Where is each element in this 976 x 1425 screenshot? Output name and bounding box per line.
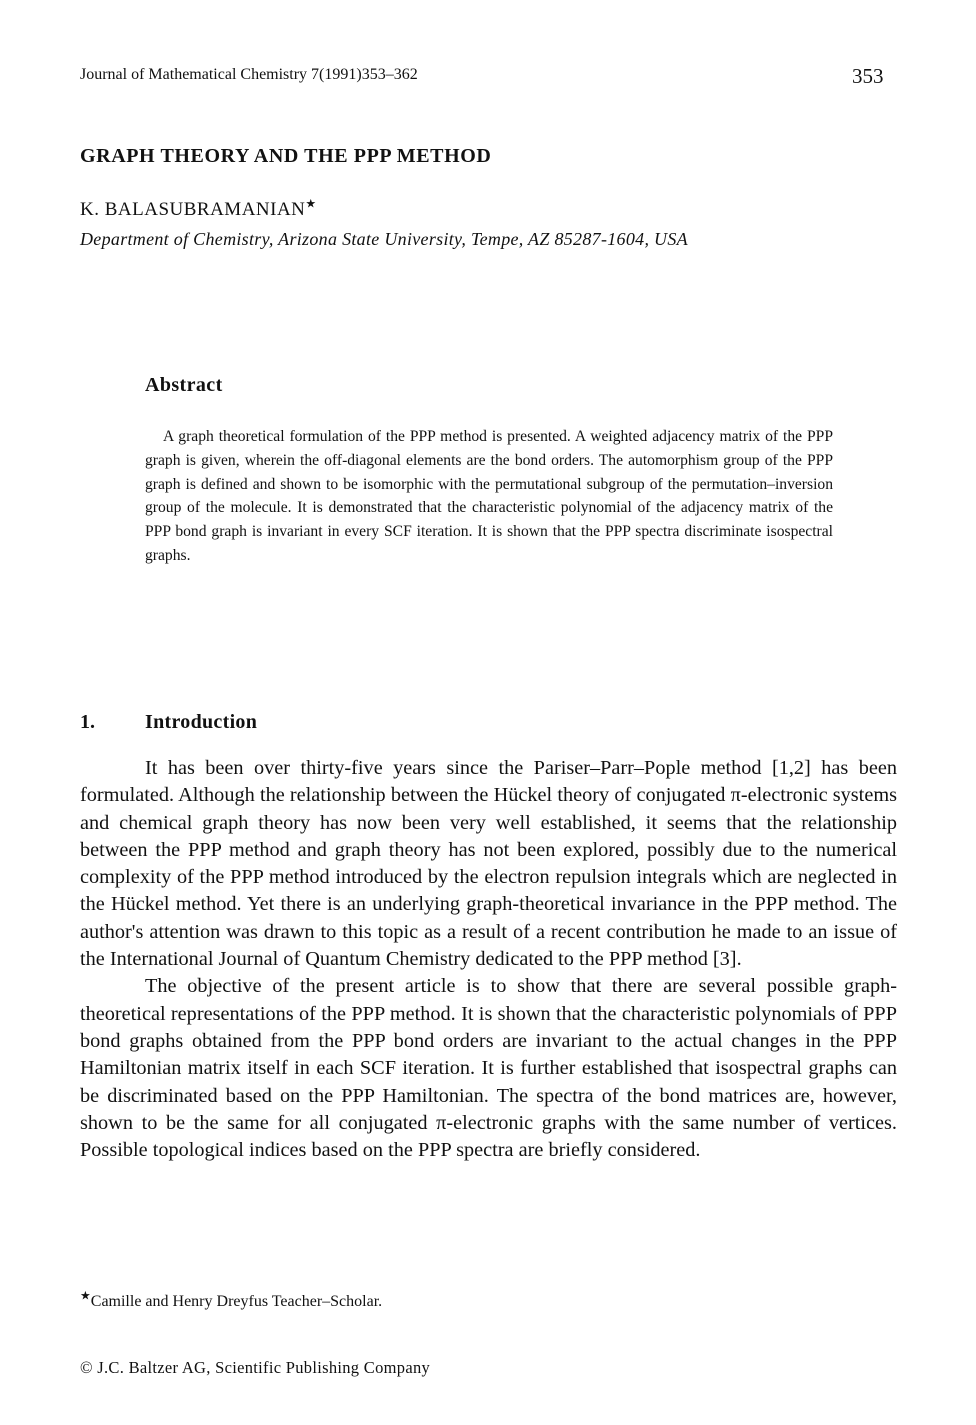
footnote-mark: ★ xyxy=(80,1288,91,1303)
footnote-text: Camille and Henry Dreyfus Teacher–Scholar. xyxy=(90,1293,383,1310)
introduction-body xyxy=(80,755,897,1164)
paper-title: GRAPH THEORY AND THE PPP METHOD xyxy=(80,145,492,167)
footnote xyxy=(80,1288,383,1311)
author-name: K. BALASUBRAMANIAN xyxy=(80,199,306,220)
author-line xyxy=(80,196,317,221)
section-title: Introduction xyxy=(145,711,258,733)
page-number: 353 xyxy=(852,64,884,88)
copyright-notice: © J.C. Baltzer AG, Scientific Publishing Company xyxy=(80,1358,431,1377)
section-number: 1. xyxy=(80,711,95,733)
abstract-heading: Abstract xyxy=(145,374,223,396)
paragraph: It has been over thirty-five years since the Pariser–Parr–Pople method [1,2] has been formulated. Although the relationship between the Hückel theory of conjugated π-electronic systems and chemical graph theory has now been very well established, it seems that the relationship between the PPP method and graph theory has not been explored, possibly due to the numerical complexity of the PPP method introduced by the electron repulsion integrals which are neglected in the Hückel method. Yet there is an underlying graph-theoretical invariance in the PPP method. The author's attention was drawn to this topic as a result of a recent contribution he made to an issue of the International Journal of Quantum Chemistry dedicated to the PPP method [3]. xyxy=(80,757,897,971)
author-footnote-mark: ★ xyxy=(305,196,317,211)
author-affiliation: Department of Chemistry, Arizona State University, Tempe, AZ 85287-1604, USA xyxy=(80,229,688,249)
journal-reference: Journal of Mathematical Chemistry 7(1991)353–362 xyxy=(80,66,418,83)
abstract-text: A graph theoretical formulation of the PPP method is presented. A weighted adjacency matrix of the PPP graph is given, wherein the off-diagonal elements are the bond orders. The automorphism group of the PPP graph is defined and shown to be isomorphic with the permutational subgroup of the permutation–inversion group of the molecule. It is demonstrated that the characteristic polynomial of the adjacency matrix of the PPP bond graph is invariant in every SCF iteration. It is shown that the PPP spectra discriminate isospectral graphs. xyxy=(145,428,833,564)
paragraph: The objective of the present article is to show that there are several possible graph-theoretical representations of the PPP method. It is shown that the characteristic polynomials of PPP bond graphs obtained from the PPP bond orders are invariant to the actual changes in the PPP Hamiltonian matrix itself in each SCF iteration. It is further established that isospectral graphs can be discriminated based on the PPP Hamiltonian. The spectra of the bond matrices are, however, shown to be the same for all conjugated π-electronic graphs with the same number of vertices. Possible topological indices based on the PPP spectra are briefly considered. xyxy=(80,975,897,1162)
